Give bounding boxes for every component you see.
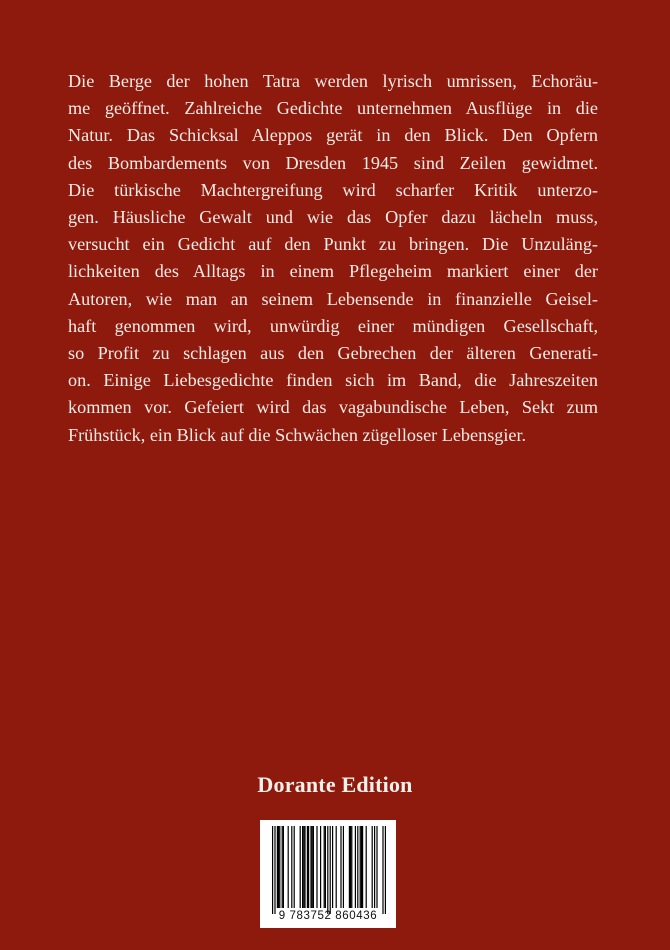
barcode-bar [325,826,326,908]
barcode-bar [340,826,341,908]
barcode-bar [372,826,373,908]
barcode-bar [310,826,311,908]
barcode-bar [349,826,350,908]
barcode-bar [303,826,304,908]
barcode-bar [351,826,352,908]
barcode-bar [308,826,309,908]
back-cover-blurb [68,68,598,449]
blurb-line: Die türkische Machtergreifung wird scharfer Kritik unterzo- [68,179,598,200]
blurb-line: Frühstück, ein Blick auf die Schwächen zügelloser Lebensgier. [68,424,527,445]
barcode-bar [312,826,313,908]
barcode-bar [355,826,356,908]
barcode-bar [374,826,375,908]
barcode-bar [294,826,295,908]
barcode-bar [274,826,275,914]
barcode-bar [316,826,317,908]
barcode-bar [357,826,358,908]
blurb-line: me geöffnet. Zahlreiche Gedichte unternehmen Ausflüge in die [68,98,598,119]
blurb-line: versucht ein Gedicht auf den Punkt zu bringen. Die Unzuläng- [68,234,598,255]
barcode-bar [327,826,328,914]
barcode-bar [385,826,386,914]
barcode-bar [272,826,273,914]
isbn-barcode [260,820,396,928]
barcode-bar [300,826,301,908]
blurb-line: gen. Häusliche Gewalt und wie das Opfer dazu lächeln muss, [68,207,598,228]
isbn-number: 9 783752 860436 [278,910,378,922]
barcode-bar [279,826,280,908]
blurb-line: on. Einige Liebesgedichte finden sich im Band, die Jahreszeiten [68,370,598,391]
barcode-bar [343,826,344,908]
blurb-line: Autoren, wie man an seinem Lebensende in finanzielle Geisel- [68,288,598,309]
barcode-bar [360,826,361,908]
blurb-line: Die Berge der hohen Tatra werden lyrisch umrissen, Echoräu- [68,71,598,91]
barcode-bar [278,826,279,908]
barcode-bar [288,826,289,908]
blurb-line: des Bombardements von Dresden 1945 sind Zeilen gewidmet. [68,152,598,173]
barcode-bar [313,826,314,908]
barcode-bar [277,826,278,908]
barcode-bar [307,826,308,908]
barcode-bar [382,826,383,914]
barcode-bar [304,826,305,908]
barcode-bar [330,826,331,914]
barcode-bar [366,826,367,908]
barcode-bar [350,826,351,908]
barcode-bar [320,826,321,908]
blurb-line: kommen vor. Gefeiert wird das vagabundische Leben, Sekt zum [68,397,598,418]
publisher-name: Dorante Edition [257,772,413,797]
barcode-bar [291,826,292,908]
barcode-bar [336,826,337,908]
barcode-bar [282,826,283,908]
barcode-bar [302,826,303,908]
blurb-line: so Profit zu schlagen aus den Gebrechen der älteren Generati- [68,343,598,364]
blurb-line: Natur. Das Schicksal Aleppos gerät in den Blick. Den Opfern [68,125,598,146]
barcode-bar [361,826,362,908]
barcode-bar [362,826,363,908]
barcode-bar [324,826,325,908]
blurb-line: lichkeiten des Alltags in einem Pflegeheim markiert einer der [68,261,598,282]
barcode-bar [376,826,377,908]
barcode-bar [283,826,284,908]
blurb-line: haft genommen wird, unwürdig einer mündigen Gesellschaft, [68,315,598,336]
barcode-bar [332,826,333,908]
